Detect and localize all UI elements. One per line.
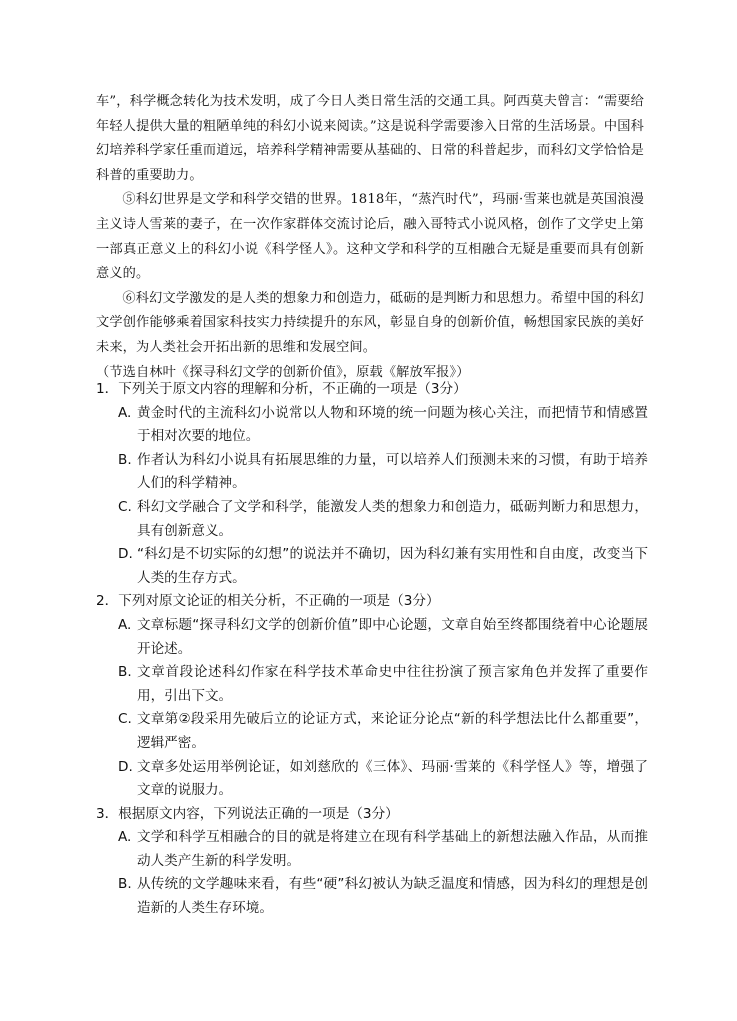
option-d bbox=[96, 543, 648, 590]
option-letter: D. bbox=[118, 758, 133, 775]
passage-paragraph-6: ⑥科幻文学激发的是人类的想象力和创造力，砥砺的是判断力和思想力。希望中国的科幻文学创作能够乘着国家科技实力持续提升的东风，彰显自身的创新价值，畅想国家民族的美好未来，为人类社会开拓出新的思维和发展空间。 bbox=[96, 290, 644, 355]
option-text: “科幻是不切实际的幻想”的说法并不确切，因为科幻兼有实用性和自由度，改变当下人类的生存方式。 bbox=[137, 546, 648, 586]
question-2 bbox=[96, 590, 648, 802]
option-letter: A. bbox=[118, 404, 132, 421]
option-letter: A. bbox=[118, 616, 132, 633]
option-text: 文学和科学互相融合的目的就是将建立在现有科学基础上的新想法融入作品，从而推动人类产生新的科学发明。 bbox=[137, 829, 648, 869]
option-text: 科幻文学融合了文学和科学，能激发人类的想象力和创造力，砥砺判断力和思想力，具有创新意义。 bbox=[137, 498, 648, 539]
option-text: 作者认为科幻小说具有拓展思维的力量，可以培养人们预测未来的习惯，有助于培养人们的科学精神。 bbox=[137, 451, 648, 492]
option-text: 文章标题“探寻科幻文学的创新价值”即中心论题，文章自始至终都围绕着中心论题展开论述。 bbox=[137, 616, 648, 657]
option-b bbox=[96, 873, 648, 920]
question-stem: 2．下列对原文论证的相关分析，不正确的一项是（3分） bbox=[96, 593, 440, 610]
question-list bbox=[96, 378, 648, 921]
option-letter: B. bbox=[118, 876, 132, 893]
question-stem: 1．下列关于原文内容的理解和分析，不正确的一项是（3分） bbox=[96, 381, 467, 397]
option-c bbox=[96, 496, 648, 543]
option-b bbox=[96, 449, 648, 496]
question-3 bbox=[96, 803, 648, 921]
option-text: 文章多处运用举例论证，如刘慈欣的《三体》、玛丽·雪莱的《科学怪人》等，增强了文章的说服力。 bbox=[137, 758, 648, 799]
option-text: 文章首段论述科幻作家在科学技术革命史中往往扮演了预言家角色并发挥了重要作用，引出下文。 bbox=[137, 664, 648, 704]
passage-paragraph-continued: 车”，科学概念转化为技术发明，成了今日人类日常生活的交通工具。阿西莫夫曾言：“需要给年轻人提供大量的粗陋单纯的科幻小说来阅读。”这是说科学需要渗入日常的生活场景。中国科幻培养科学家任重而道远，培养科学精神需要从基础的、日常的科普起步，而科幻文学恰恰是科普的重要助力。 bbox=[96, 94, 644, 183]
question-stem: 3．根据原文内容，下列说法正确的一项是（3分） bbox=[96, 805, 399, 822]
passage-source: （节选自林叶《探寻科幻文学的创新价值》，原载《解放军报》） bbox=[96, 364, 470, 380]
option-text: 文章第②段采用先破后立的论证方式，来论证分论点“新的科学想法比什么都重要”，逻辑严密。 bbox=[137, 711, 648, 751]
option-a bbox=[96, 614, 648, 661]
option-letter: D. bbox=[118, 546, 133, 563]
option-b bbox=[96, 661, 648, 708]
option-letter: B. bbox=[118, 664, 132, 681]
option-a bbox=[96, 826, 648, 873]
option-letter: C. bbox=[118, 498, 132, 515]
option-a bbox=[96, 402, 648, 449]
reading-passage bbox=[96, 90, 644, 385]
option-letter: C. bbox=[118, 711, 132, 728]
question-1 bbox=[96, 378, 648, 590]
option-text: 从传统的文学趣味来看，有些“硬”科幻被认为缺乏温度和情感，因为科幻的理想是创造新的人类生存环境。 bbox=[137, 876, 648, 917]
option-letter: A. bbox=[118, 829, 132, 846]
option-c bbox=[96, 708, 648, 755]
passage-paragraph-5: ⑤科幻世界是文学和科学交错的世界。1818年，“蒸汽时代”，玛丽·雪莱也就是英国浪漫主义诗人雪莱的妻子，在一次作家群体交流讨论后，融入哥特式小说风格，创作了文学史上第一部真正意义上的科幻小说《科学怪人》。这种文学和科学的互相融合无疑是重要而具有创新意义的。 bbox=[96, 192, 644, 282]
option-text: 黄金时代的主流科幻小说常以人物和环境的统一问题为核心关注，而把情节和情感置于相对次要的地位。 bbox=[137, 404, 648, 445]
option-letter: B. bbox=[118, 451, 132, 468]
option-d bbox=[96, 756, 648, 803]
